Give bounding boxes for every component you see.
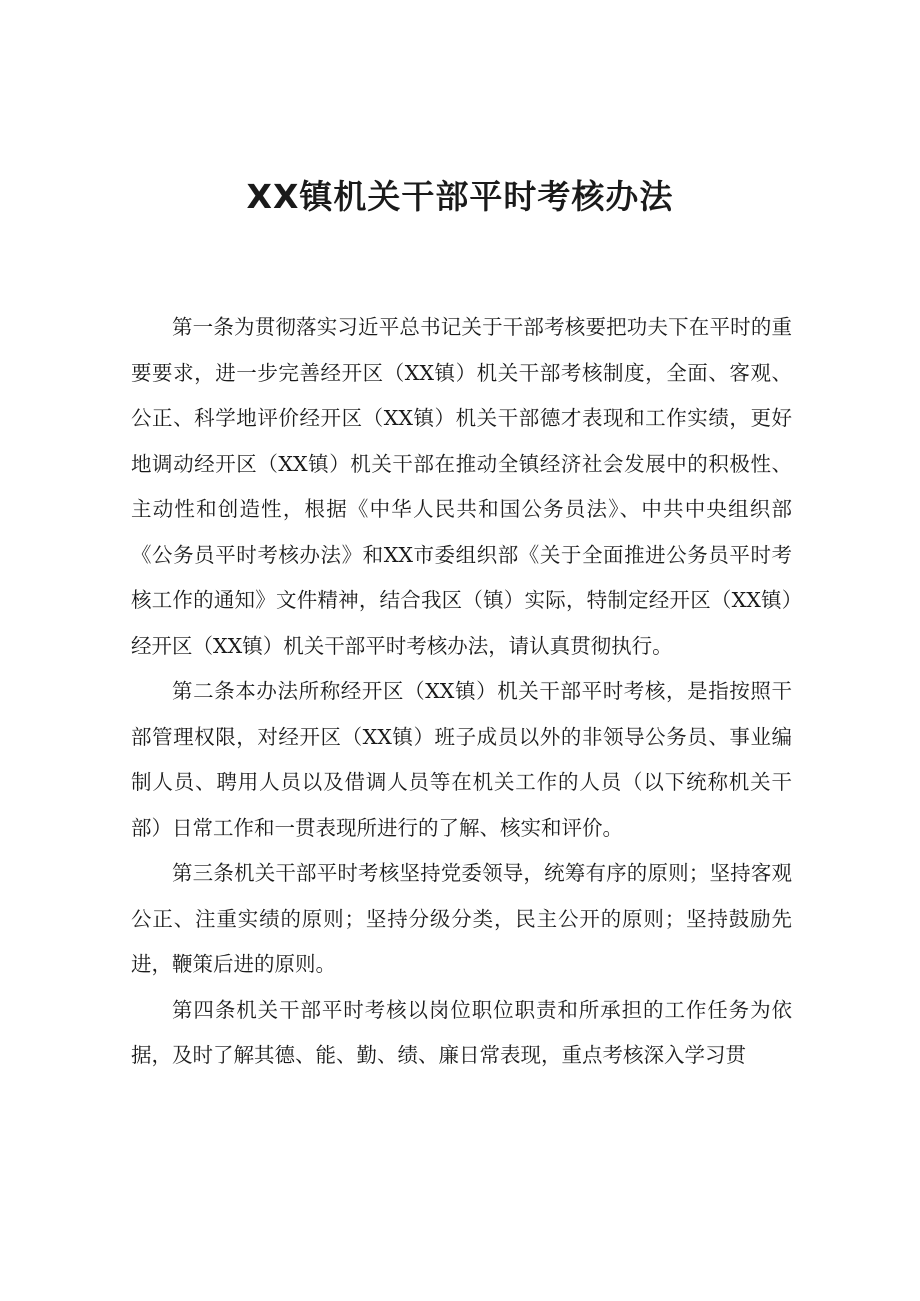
document-body xyxy=(131,305,792,1079)
article-2-paragraph: 第二条本办法所称经开区（XX镇）机关干部平时考核，是指按照干部管理权限，对经开区（XX镇）班子成员以外的非领导公务员、事业编制人员、聘用人员以及借调人员等在机关工作的人员（以下统称机关干部）日常工作和一贯表现所进行的了解、核实和评价。 xyxy=(131,679,792,840)
article-1-paragraph: 第一条为贯彻落实习近平总书记关于干部考核要把功夫下在平时的重要要求，进一步完善经开区（XX镇）机关干部考核制度，全面、客观、公正、科学地评价经开区（XX镇）机关干部德才表现和工作实绩，更好地调动经开区（XX镇）机关干部在推动全镇经济社会发展中的积极性、主动性和创造性，根据《中华人民共和国公务员法》、中共中央组织部《公务员平时考核办法》和XX市委组织部《关于全面推进公务员平时考核工作的通知》文件精神，结合我区（镇）实际，特制定经开区（XX镇）经开区（XX镇）机关干部平时考核办法，请认真贯彻执行。 xyxy=(131,315,792,658)
article-4-paragraph: 第四条机关干部平时考核以岗位职位职责和所承担的工作任务为依据，及时了解其德、能、勤、绩、廉日常表现，重点考核深入学习贯 xyxy=(131,997,792,1067)
document-title: XX镇机关干部平时考核办法 xyxy=(246,177,674,216)
article-3-paragraph: 第三条机关干部平时考核坚持党委领导，统筹有序的原则；坚持客观公正、注重实绩的原则；坚持分级分类，民主公开的原则；坚持鼓励先进，鞭策后进的原则。 xyxy=(131,861,792,976)
